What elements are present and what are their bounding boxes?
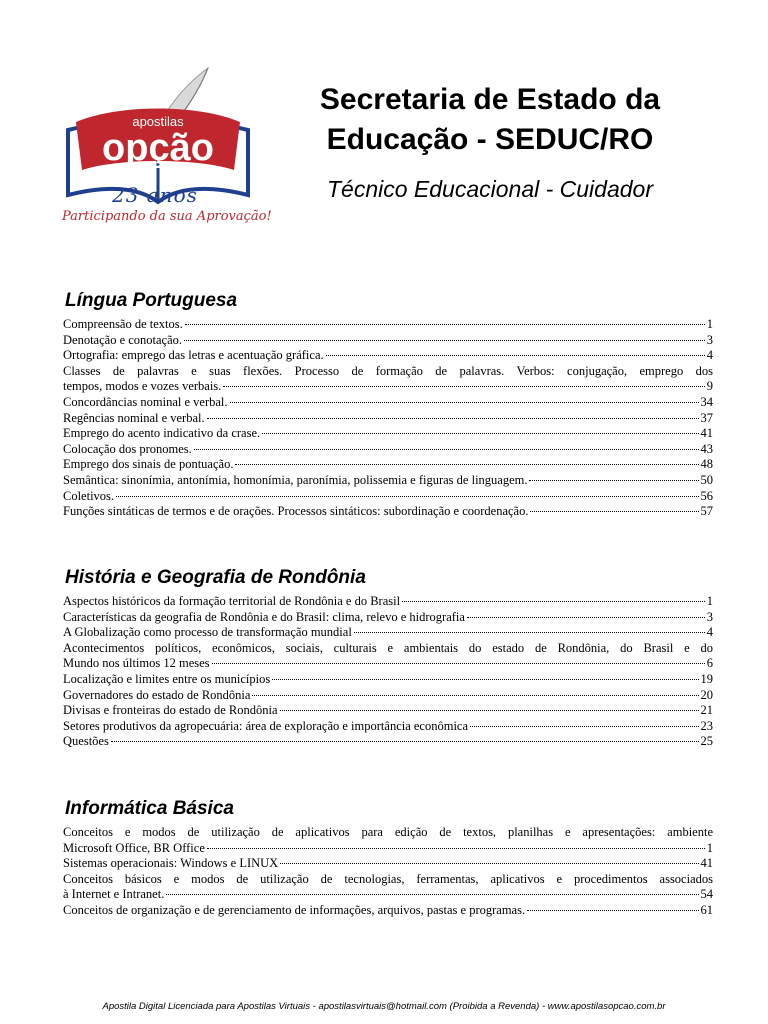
toc-entry-text-line1: Classes de palavras e suas flexões. Processo de formação de palavras. Verbos: conjugação, emprego dos: [63, 363, 713, 378]
dot-leader: [470, 726, 698, 727]
toc-entry: [63, 703, 713, 719]
toc-entry-page: 41: [700, 426, 713, 441]
toc-entry-text: Aspectos históricos da formação territorial de Rondônia e do Brasil: [63, 594, 401, 608]
toc-entry: [63, 903, 713, 919]
toc-entry: [63, 395, 713, 411]
toc-entry-text: Funções sintáticas de termos e de orações. Processos sintáticos: subordinação e coordenação.: [63, 504, 529, 519]
dot-leader: [326, 355, 705, 356]
toc-entry-text: Microsoft Office, BR Office: [63, 840, 205, 855]
toc-entry-text: Conceitos de organização e de gerenciamento de informações, arquivos, pastas e programas.: [63, 902, 526, 917]
toc-entry-text: A Globalização como processo de transformação mundial: [63, 625, 352, 640]
dot-leader: [185, 324, 705, 325]
toc-entry-page: 25: [700, 734, 713, 749]
toc-entry-page: 41: [700, 856, 713, 871]
toc-entry-page: 57: [700, 504, 713, 519]
toc-entry-page: 3: [706, 609, 713, 624]
dot-leader: [166, 894, 698, 895]
dot-leader: [280, 863, 698, 864]
toc-entry-page: 6: [706, 656, 713, 671]
dot-leader: [252, 695, 698, 696]
toc-entry: [63, 719, 713, 735]
toc-entry: [63, 489, 713, 505]
dot-leader: [223, 386, 704, 387]
toc-entry: [63, 411, 713, 427]
toc-entry-page: 37: [700, 410, 713, 425]
toc-entry-text: Coletivos.: [63, 488, 115, 503]
toc-entry-page: 4: [706, 625, 713, 640]
toc-entry: [63, 504, 713, 520]
dot-leader: [402, 601, 705, 602]
footer: Apostila Digital Licenciada para Apostilas Virtuais - apostilasvirtuais@hotmail.com (Proibida a Revenda) - www.apostilasopcao.com.br: [102, 1001, 666, 1012]
toc-entry-page: 34: [700, 394, 713, 409]
toc-list: [63, 825, 713, 919]
toc-entry-text-line1: Conceitos básicos e modos de utilização de tecnologias, ferramentas, aplicativos e procedimentos associados: [63, 871, 713, 886]
toc-entry-text: Denotação e conotação.: [63, 332, 183, 347]
dot-leader: [354, 632, 705, 633]
toc-entry-page: 50: [700, 472, 713, 487]
toc-entry-text: Setores produtivos da agropecuária: área de exploração e importância econômica: [63, 718, 469, 733]
toc-entry: [63, 426, 713, 442]
toc-entry: [63, 641, 713, 672]
dot-leader: [527, 910, 698, 911]
toc-list: [63, 594, 713, 750]
toc-entry-text: Regências nominal e verbal.: [63, 410, 205, 425]
toc-entry-text: Questões: [63, 734, 109, 749]
dot-leader: [207, 848, 705, 849]
logo-brand-small: apostilas: [132, 114, 184, 129]
dot-leader: [235, 464, 698, 465]
toc-entry-page: 54: [700, 887, 713, 902]
toc-entry-text: Emprego dos sinais de pontuação.: [63, 457, 234, 472]
page-subtitle: Técnico Educacional - Cuidador: [326, 176, 653, 202]
toc-entry-text: Colocação dos pronomes.: [63, 441, 192, 456]
toc-entry-text: Mundo nos últimos 12 meses: [63, 656, 210, 671]
toc-entry: [63, 442, 713, 458]
toc-entry-text: Ortografia: emprego das letras e acentuação gráfica.: [63, 348, 324, 363]
dot-leader: [280, 710, 699, 711]
toc-entry: [63, 672, 713, 688]
toc-entry-text: Divisas e fronteiras do estado de Rondônia: [63, 703, 278, 718]
toc-entry-text: Características da geografia de Rondônia e do Brasil: clima, relevo e hidrografia: [63, 609, 465, 624]
toc-entry-page: 48: [700, 457, 713, 472]
toc-entry: [63, 457, 713, 473]
dot-leader: [212, 663, 705, 664]
toc-entry-text: Localização e limites entre os municípios: [63, 671, 271, 686]
dot-leader: [530, 511, 698, 512]
section-lingua-portuguesa: [63, 289, 713, 520]
toc-entry-page: 1: [706, 317, 713, 331]
toc-entry-text: à Internet e Intranet.: [63, 887, 165, 902]
toc-entry-text: Sistemas operacionais: Windows e LINUX: [63, 856, 279, 871]
section-title: Informática Básica: [65, 798, 234, 819]
toc-entry: [63, 473, 713, 489]
page-title: [270, 80, 710, 160]
toc-entry: [63, 317, 713, 333]
toc-entry: [63, 594, 713, 610]
toc-entry-page: 23: [700, 718, 713, 733]
logo-years: 23 anos: [112, 183, 198, 207]
dot-leader: [529, 480, 698, 481]
dot-leader: [116, 496, 698, 497]
toc-entry-text: tempos, modos e vozes verbais.: [63, 379, 222, 394]
toc-entry: [63, 872, 713, 903]
toc-entry: [63, 364, 713, 395]
toc-entry-page: 4: [706, 348, 713, 363]
dot-leader: [262, 433, 698, 434]
dot-leader: [467, 617, 705, 618]
toc-list: [63, 317, 713, 520]
dot-leader: [207, 418, 699, 419]
toc-entry: [63, 610, 713, 626]
logo-tagline: Participando da sua Aprovação!: [62, 209, 272, 224]
toc-entry: [63, 825, 713, 856]
dot-leader: [111, 741, 699, 742]
dot-leader: [194, 449, 699, 450]
dot-leader: [230, 402, 699, 403]
toc-entry-text: Compreensão de textos.: [63, 317, 183, 331]
toc-entry-text: Concordâncias nominal e verbal.: [63, 394, 228, 409]
section-informatica: [63, 797, 713, 919]
section-title: História e Geografia de Rondônia: [65, 567, 366, 588]
toc-entry-text: Semântica: sinonímia, antonímia, homonímia, paronímia, polissemia e figuras de linguagem.: [63, 472, 528, 487]
dot-leader: [184, 340, 705, 341]
toc-entry-page: 1: [706, 840, 713, 855]
dot-leader: [272, 679, 698, 680]
toc-entry: [63, 734, 713, 750]
title-line-2: Educação - SEDUC/RO: [326, 123, 654, 156]
toc-entry: [63, 856, 713, 872]
toc-entry-text: Governadores do estado de Rondônia: [63, 687, 251, 702]
toc-entry: [63, 348, 713, 364]
toc-entry-page: 19: [700, 671, 713, 686]
toc-entry-page: 3: [706, 332, 713, 347]
section-title: Língua Portuguesa: [65, 290, 238, 311]
toc-entry-page: 1: [706, 594, 713, 608]
toc-entry: [63, 625, 713, 641]
toc-entry: [63, 333, 713, 349]
toc-entry-page: 56: [700, 488, 713, 503]
toc-entry-page: 21: [700, 703, 713, 718]
toc-entry-page: 61: [700, 902, 713, 917]
logo-brand-big: opção: [102, 127, 214, 169]
toc-entry-text-line1: Acontecimentos políticos, econômicos, sociais, culturais e ambientais do estado de Rondônia, do Brasil e do: [63, 640, 713, 655]
toc-entry-text: Emprego do acento indicativo da crase.: [63, 426, 261, 441]
toc-entry: [63, 688, 713, 704]
toc-entry-text-line1: Conceitos e modos de utilização de aplicativos para edição de textos, planilhas e apresentações: ambiente: [63, 825, 713, 839]
toc-entry-page: 20: [700, 687, 713, 702]
section-historia-geografia: [63, 566, 713, 750]
title-line-1: Secretaria de Estado da: [319, 83, 661, 116]
toc-entry-page: 9: [706, 379, 713, 394]
toc-entry-page: 43: [700, 441, 713, 456]
